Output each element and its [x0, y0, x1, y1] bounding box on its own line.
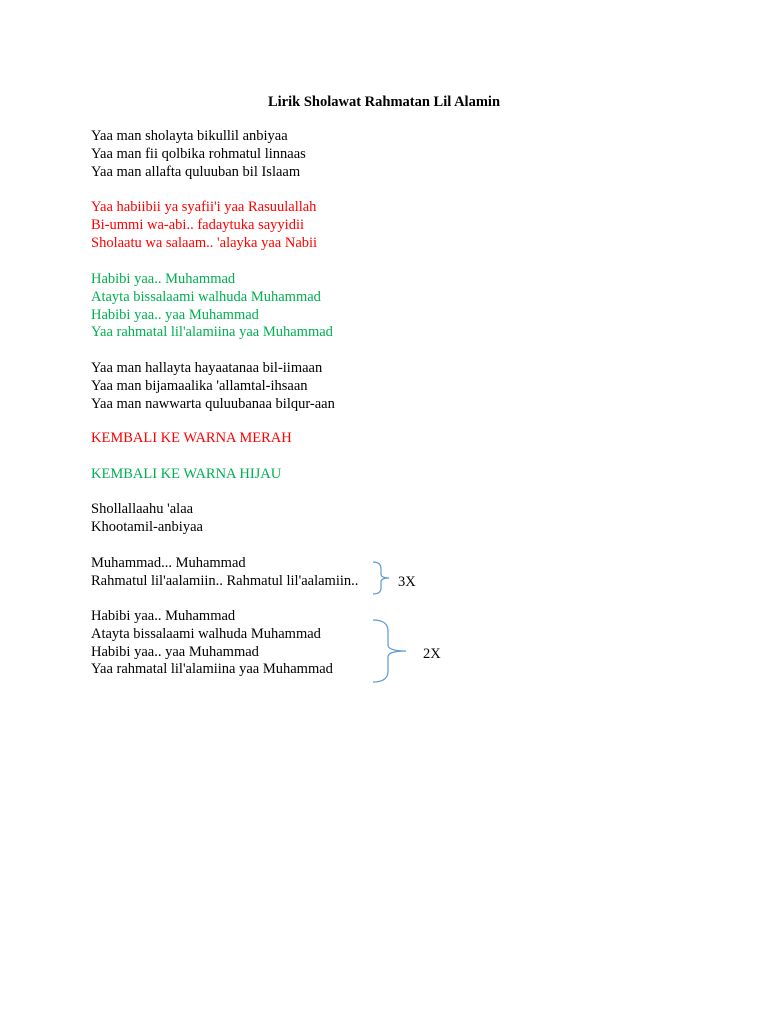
brace-icon	[370, 560, 394, 596]
lyric-line: Habibi yaa.. Muhammad	[91, 608, 236, 624]
lyric-line: Khootamil-anbiyaa	[91, 518, 203, 535]
stanza-4	[91, 360, 335, 413]
lyric-line: KEMBALI KE WARNA HIJAU	[91, 466, 282, 482]
lyric-line: Yaa man sholayta bikullil anbiyaa	[91, 128, 288, 144]
stanza-2	[91, 199, 317, 252]
lyric-line: Habibi yaa.. yaa Muhammad	[91, 306, 259, 323]
lyric-line: Bi-ummi wa-abi.. fadaytuka sayyidii	[91, 216, 305, 233]
lyric-line: Yaa man nawwarta quluubanaa bilqur-aan	[91, 395, 335, 412]
lyric-line: Yaa habiibii ya syafii'i yaa Rasuulallah	[91, 199, 317, 215]
stanza-5	[91, 430, 292, 448]
repeat-count-2x: 2X	[423, 646, 441, 662]
brace-icon	[370, 617, 410, 685]
lyric-line: Yaa man bijamaalika 'allamtal-ihsaan	[91, 377, 308, 394]
lyric-line: Yaa rahmatal lil'alamiina yaa Muhammad	[91, 324, 333, 341]
lyric-line: Atayta bissalaami walhuda Muhammad	[91, 288, 321, 305]
lyric-line: KEMBALI KE WARNA MERAH	[91, 430, 292, 446]
lyric-line: Muhammad... Muhammad	[91, 555, 246, 571]
stanza-9	[91, 608, 333, 679]
lyric-line: Atayta bissalaami walhuda Muhammad	[91, 625, 321, 642]
stanza-6	[91, 466, 281, 484]
lyric-line: Sholaatu wa salaam.. 'alayka yaa Nabii	[91, 234, 318, 251]
stanza-3	[91, 271, 333, 342]
lyric-line: Yaa man hallayta hayaatanaa bil-iimaan	[91, 360, 323, 376]
stanza-8	[91, 555, 358, 591]
stanza-1	[91, 128, 306, 181]
lyric-line: Rahmatul lil'aalamiin.. Rahmatul lil'aalamiin..	[91, 572, 359, 589]
lyric-line: Yaa man fii qolbika rohmatul linnaas	[91, 145, 306, 162]
page-title: Lirik Sholawat Rahmatan Lil Alamin	[267, 94, 501, 110]
stanza-7	[91, 501, 203, 537]
repeat-count-3x: 3X	[398, 574, 416, 590]
lyric-line: Shollallaahu 'alaa	[91, 501, 194, 517]
lyric-line: Yaa rahmatal lil'alamiina yaa Muhammad	[91, 661, 333, 678]
lyric-line: Habibi yaa.. Muhammad	[91, 271, 236, 287]
lyric-line: Habibi yaa.. yaa Muhammad	[91, 643, 259, 660]
lyric-line: Yaa man allafta quluuban bil Islaam	[91, 163, 301, 180]
